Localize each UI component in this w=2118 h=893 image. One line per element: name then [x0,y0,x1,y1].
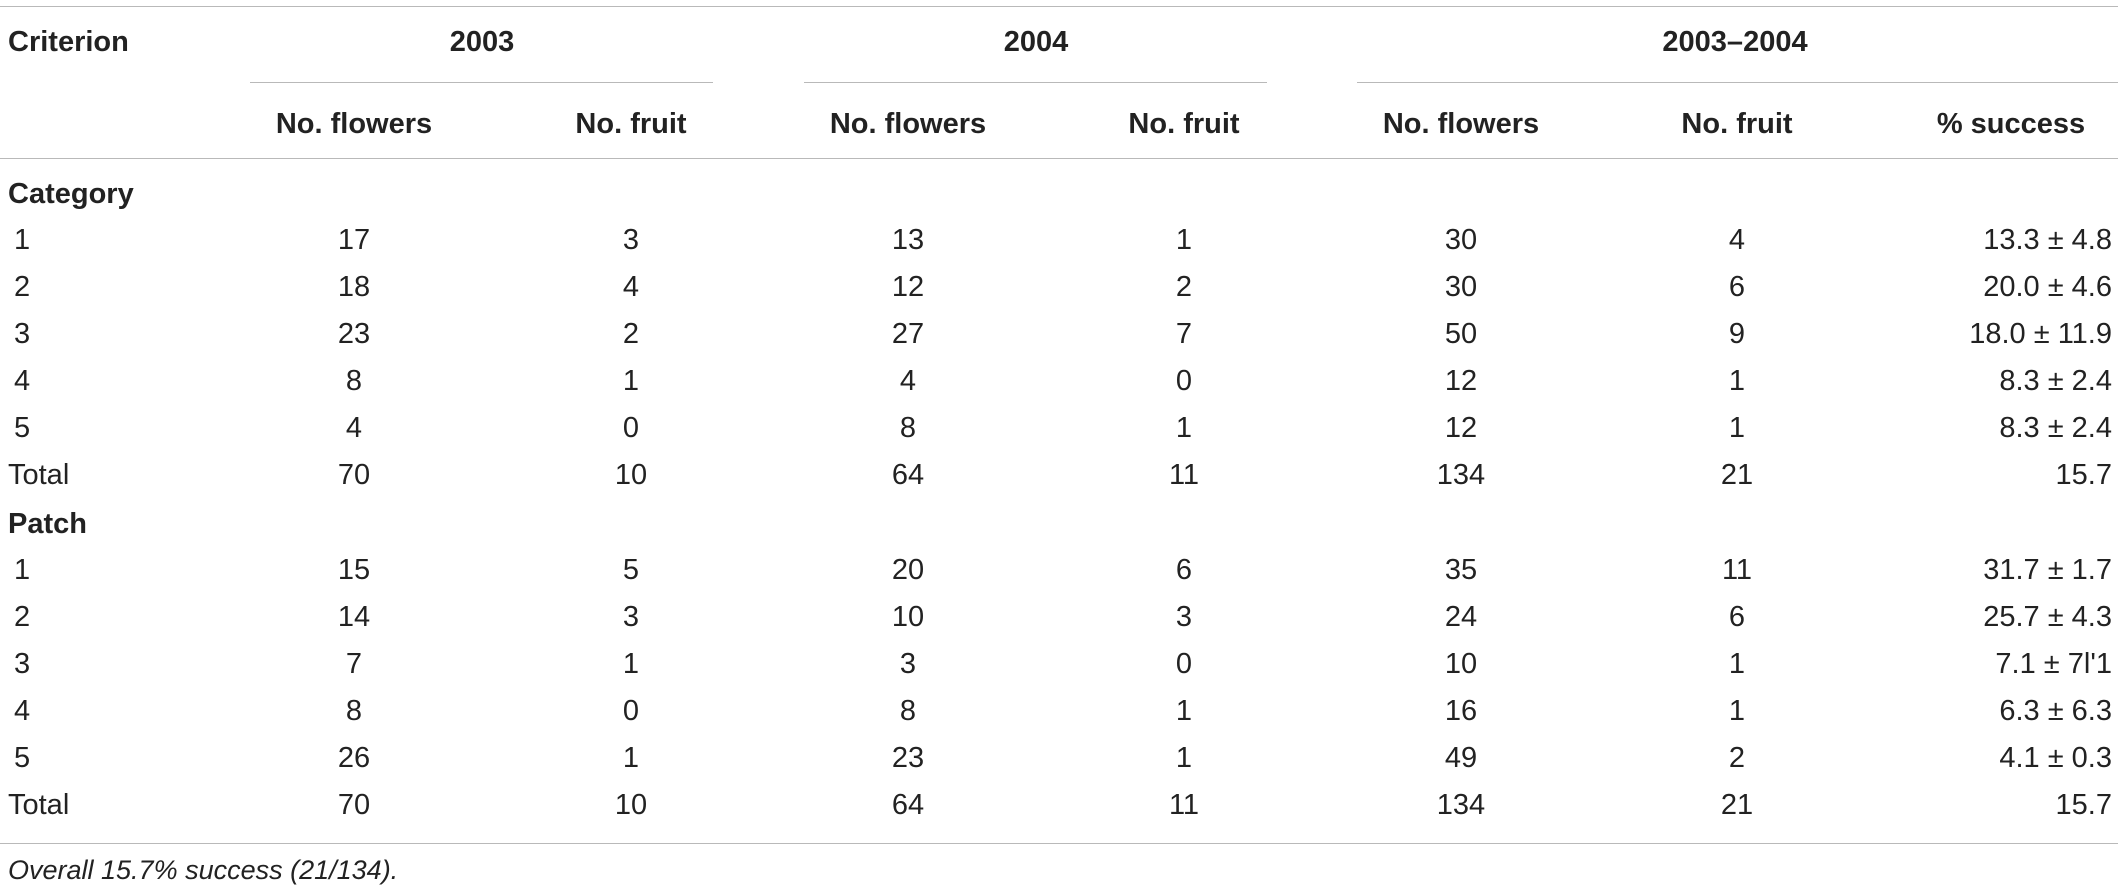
table-cell: 4.1 ± 0.3 [1999,742,2112,774]
table-cell: 15.7 [2055,459,2112,491]
table-cell: 12 [1444,365,1478,397]
table-cell: 11 [1168,789,1200,821]
col-header-total-flowers: No. flowers [1382,108,1540,140]
table-cell: 3 [899,648,917,680]
table-cell: 30 [1444,271,1478,303]
table-cell: 1 [1728,695,1746,727]
row-label: 3 [14,648,31,680]
row-label: 2 [14,601,31,633]
table-cell: 0 [1175,648,1193,680]
table-cell: 13.3 ± 4.8 [1983,224,2112,256]
table-cell: 20.0 ± 4.6 [1983,271,2112,303]
table-cell: 7 [1175,318,1193,350]
table-cell: 14 [337,601,371,633]
table-row [0,642,2118,689]
table-row [0,218,2118,265]
group-rule-2003 [250,82,713,83]
table-cell: 6 [1175,554,1193,586]
table-row [0,406,2118,453]
table-cell: 10 [891,601,925,633]
table-cell: 11 [1721,554,1753,586]
row-label: 3 [14,318,31,350]
table-cell: 23 [337,318,371,350]
header-group-2004: 2004 [1003,26,1069,58]
table-cell: 23 [891,742,925,774]
table-cell: 50 [1444,318,1478,350]
table-row [0,736,2118,783]
table-cell: 24 [1444,601,1478,633]
table-cell: 8 [899,412,917,444]
section-title-patch: Patch [8,508,87,540]
col-header-2003-flowers: No. flowers [275,108,433,140]
col-header-total-fruit: No. fruit [1681,108,1793,140]
col-header-success: % success [1936,108,2086,140]
row-label: Total [8,459,70,491]
table-cell: 4 [345,412,363,444]
table-cell: 0 [622,695,640,727]
table-cell: 7.1 ± 7l'1 [1995,648,2112,680]
table-row [0,689,2118,736]
table-cell: 1 [1175,412,1193,444]
table-cell: 6 [1728,271,1746,303]
table-cell: 0 [1175,365,1193,397]
table-cell: 1 [622,742,640,774]
table-cell: 3 [622,601,640,633]
table-cell: 1 [1728,412,1746,444]
group-rule-2003-2004 [1357,82,2118,83]
table-row [0,783,2118,830]
table-cell: 15.7 [2055,789,2112,821]
table-cell: 3 [622,224,640,256]
table-cell: 49 [1444,742,1478,774]
col-header-2004-flowers: No. flowers [829,108,987,140]
table-cell: 30 [1444,224,1478,256]
table-cell: 70 [337,789,371,821]
col-header-2003-fruit: No. fruit [575,108,687,140]
table-cell: 21 [1720,789,1754,821]
header-group-2003: 2003 [449,26,515,58]
row-label: 5 [14,742,31,774]
table-cell: 16 [1444,695,1478,727]
table-cell: 7 [345,648,363,680]
table-row [0,359,2118,406]
row-label: 5 [14,412,31,444]
table-cell: 8 [345,365,363,397]
table-cell: 9 [1728,318,1746,350]
table-cell: 10 [1444,648,1478,680]
table-cell: 1 [1728,648,1746,680]
section-title-category: Category [8,178,134,210]
table-footnote: Overall 15.7% success (21/134). [8,855,399,885]
table-cell: 11 [1168,459,1200,491]
table-cell: 25.7 ± 4.3 [1983,601,2112,633]
row-label: 4 [14,365,31,397]
header-bottom-rule [0,158,2118,159]
group-rule-2004 [804,82,1267,83]
table-cell: 8.3 ± 2.4 [1999,412,2112,444]
table-cell: 4 [622,271,640,303]
header-group-2003-2004: 2003–2004 [1662,26,1808,58]
table-top-rule [0,6,2118,7]
row-label: 2 [14,271,31,303]
table-cell: 1 [622,365,640,397]
col-header-2004-fruit: No. fruit [1128,108,1240,140]
table-cell: 8.3 ± 2.4 [1999,365,2112,397]
table-row [0,453,2118,500]
table-cell: 15 [337,554,371,586]
table-cell: 4 [1728,224,1746,256]
table-cell: 1 [1175,224,1193,256]
table-cell: 1 [622,648,640,680]
table-row [0,595,2118,642]
table-cell: 6 [1728,601,1746,633]
table-cell: 18 [337,271,371,303]
table-row [0,312,2118,359]
table-cell: 12 [891,271,925,303]
table-cell: 64 [891,789,925,821]
table-cell: 27 [891,318,925,350]
table-cell: 3 [1175,601,1193,633]
table-cell: 35 [1444,554,1478,586]
table-cell: 0 [622,412,640,444]
row-label: Total [8,789,70,821]
table-cell: 10 [614,459,648,491]
table-cell: 134 [1436,789,1486,821]
table-row [0,548,2118,595]
table-cell: 17 [337,224,371,256]
table-cell: 21 [1720,459,1754,491]
table-cell: 4 [899,365,917,397]
table-cell: 31.7 ± 1.7 [1983,554,2112,586]
table-cell: 1 [1728,365,1746,397]
table-cell: 13 [891,224,925,256]
row-label: 1 [14,554,31,586]
table-cell: 6.3 ± 6.3 [1999,695,2112,727]
table-cell: 2 [1175,271,1193,303]
table-cell: 26 [337,742,371,774]
table-cell: 2 [622,318,640,350]
table-cell: 8 [899,695,917,727]
table-cell: 1 [1175,695,1193,727]
table-cell: 2 [1728,742,1746,774]
table-row [0,265,2118,312]
row-label: 1 [14,224,31,256]
table-cell: 64 [891,459,925,491]
table-cell: 8 [345,695,363,727]
table-cell: 5 [622,554,640,586]
table-cell: 134 [1436,459,1486,491]
table-cell: 1 [1175,742,1193,774]
table-cell: 20 [891,554,925,586]
header-criterion: Criterion [8,26,129,58]
table-cell: 70 [337,459,371,491]
table-cell: 18.0 ± 11.9 [1969,318,2112,350]
table-bottom-rule [0,843,2118,844]
table-cell: 12 [1444,412,1478,444]
row-label: 4 [14,695,31,727]
table-cell: 10 [614,789,648,821]
